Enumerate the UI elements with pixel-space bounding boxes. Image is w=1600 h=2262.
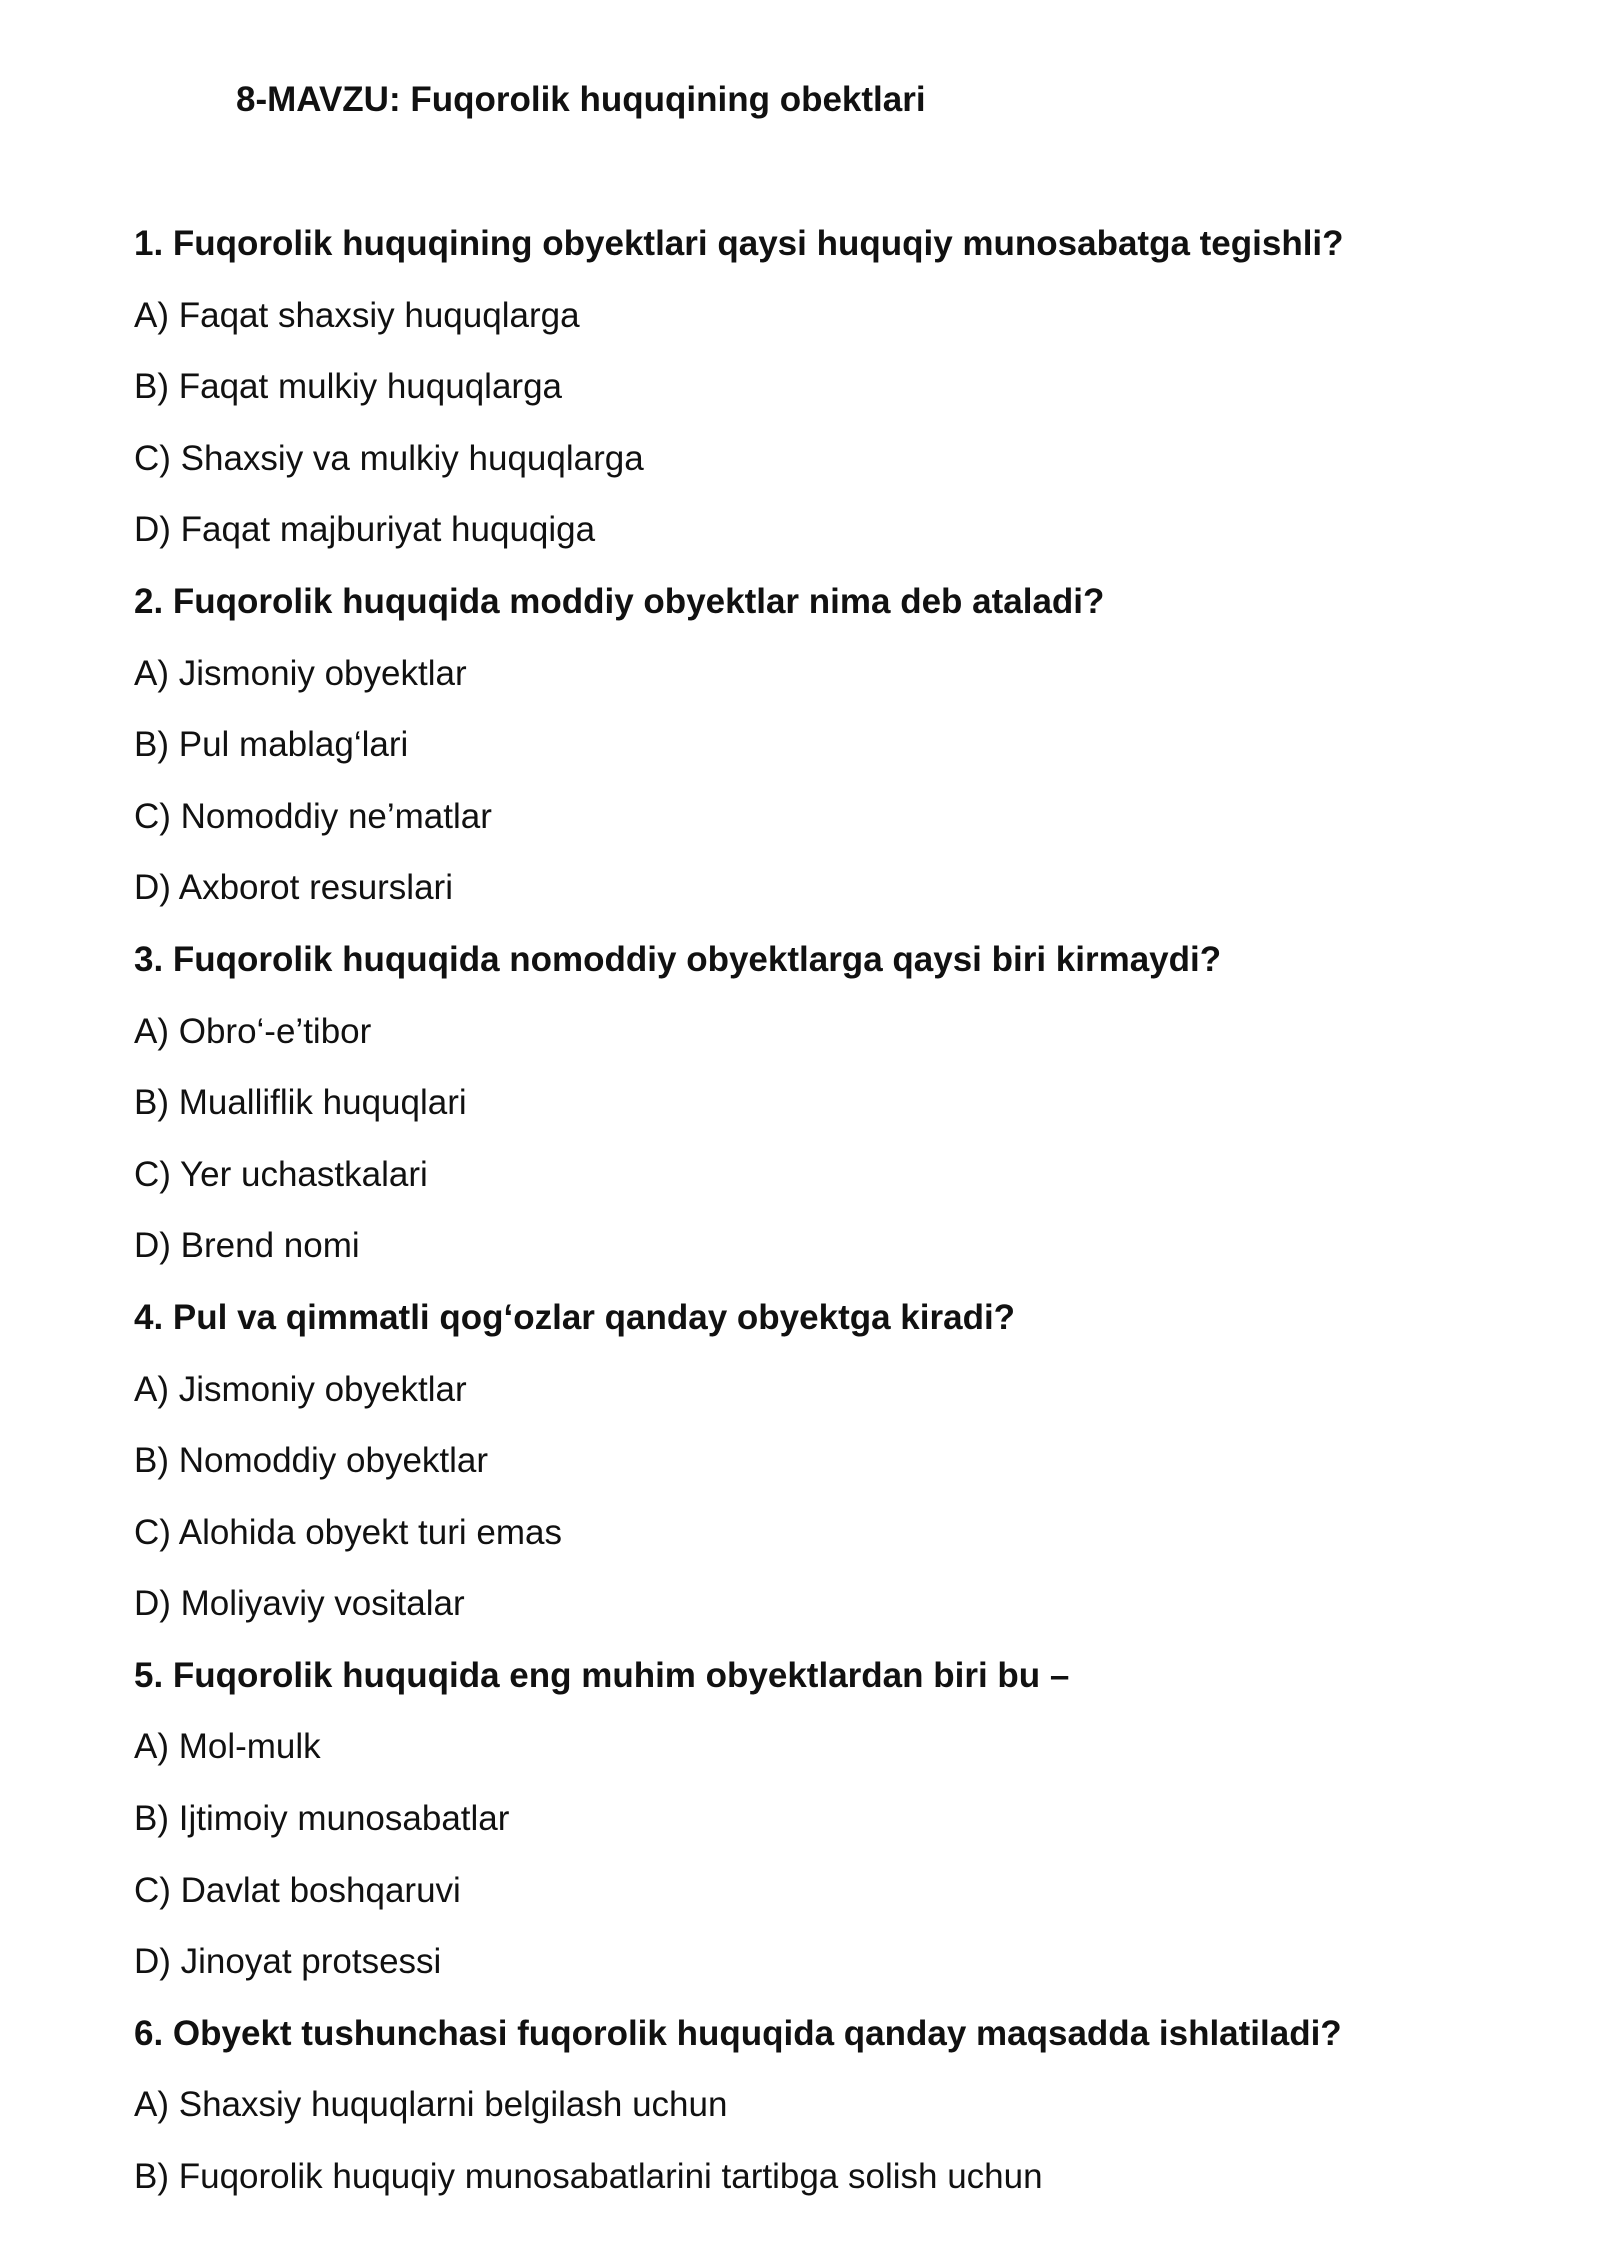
question-6-option-b: B) Fuqorolik huquqiy munosabatlarini tartibga solish uchun: [134, 2157, 1043, 2197]
question-4-option-c: C) Alohida obyekt turi emas: [134, 1512, 562, 1552]
question-6-option-a: A) Shaxsiy huquqlarni belgilash uchun: [134, 2085, 728, 2125]
question-2-option-c: C) Nomoddiy ne’matlar: [134, 796, 492, 836]
question-3: 3. Fuqorolik huquqida nomoddiy obyektlarga qaysi biri kirmaydi?: [134, 939, 1222, 979]
page-title: 8-MAVZU: Fuqorolik huquqining obektlari: [236, 80, 926, 119]
question-3-option-b: B) Mualliflik huquqlari: [134, 1083, 467, 1123]
question-2-option-a: A) Jismoniy obyektlar: [134, 653, 467, 693]
question-6: 6. Obyekt tushunchasi fuqorolik huquqida qanday maqsadda ishlatiladi?: [134, 2013, 1342, 2053]
question-4: 4. Pul va qimmatli qog‘ozlar qanday obyektga kiradi?: [134, 1297, 1016, 1337]
question-list: [134, 218, 1534, 2223]
question-4-option-b: B) Nomoddiy obyektlar: [134, 1441, 489, 1481]
question-3-option-c: C) Yer uchastkalari: [134, 1154, 428, 1194]
question-1-option-a: A) Faqat shaxsiy huquqlarga: [134, 295, 580, 335]
question-5: 5. Fuqorolik huquqida eng muhim obyektlardan biri bu –: [134, 1655, 1070, 1695]
question-1-option-c: C) Shaxsiy va mulkiy huquqlarga: [134, 438, 644, 478]
question-4-option-d: D) Moliyaviy vositalar: [134, 1584, 465, 1624]
question-3-option-a: A) Obro‘-e’tibor: [134, 1011, 372, 1051]
question-5-option-d: D) Jinoyat protsessi: [134, 1942, 442, 1982]
question-2-option-d: D) Axborot resurslari: [134, 868, 453, 908]
question-5-option-a: A) Mol-mulk: [134, 1727, 321, 1767]
question-4-option-a: A) Jismoniy obyektlar: [134, 1369, 467, 1409]
question-2: 2. Fuqorolik huquqida moddiy obyektlar nima deb ataladi?: [134, 581, 1105, 621]
question-1: 1. Fuqorolik huquqining obyektlari qaysi huquqiy munosabatga tegishli?: [134, 224, 1344, 263]
question-2-option-b: B) Pul mablag‘lari: [134, 725, 409, 765]
question-5-option-b: B) Ijtimoiy munosabatlar: [134, 1799, 510, 1839]
question-5-option-c: C) Davlat boshqaruvi: [134, 1870, 461, 1910]
question-3-option-d: D) Brend nomi: [134, 1226, 360, 1266]
question-1-option-b: B) Faqat mulkiy huquqlarga: [134, 367, 562, 407]
question-1-option-d: D) Faqat majburiyat huquqiga: [134, 510, 596, 550]
